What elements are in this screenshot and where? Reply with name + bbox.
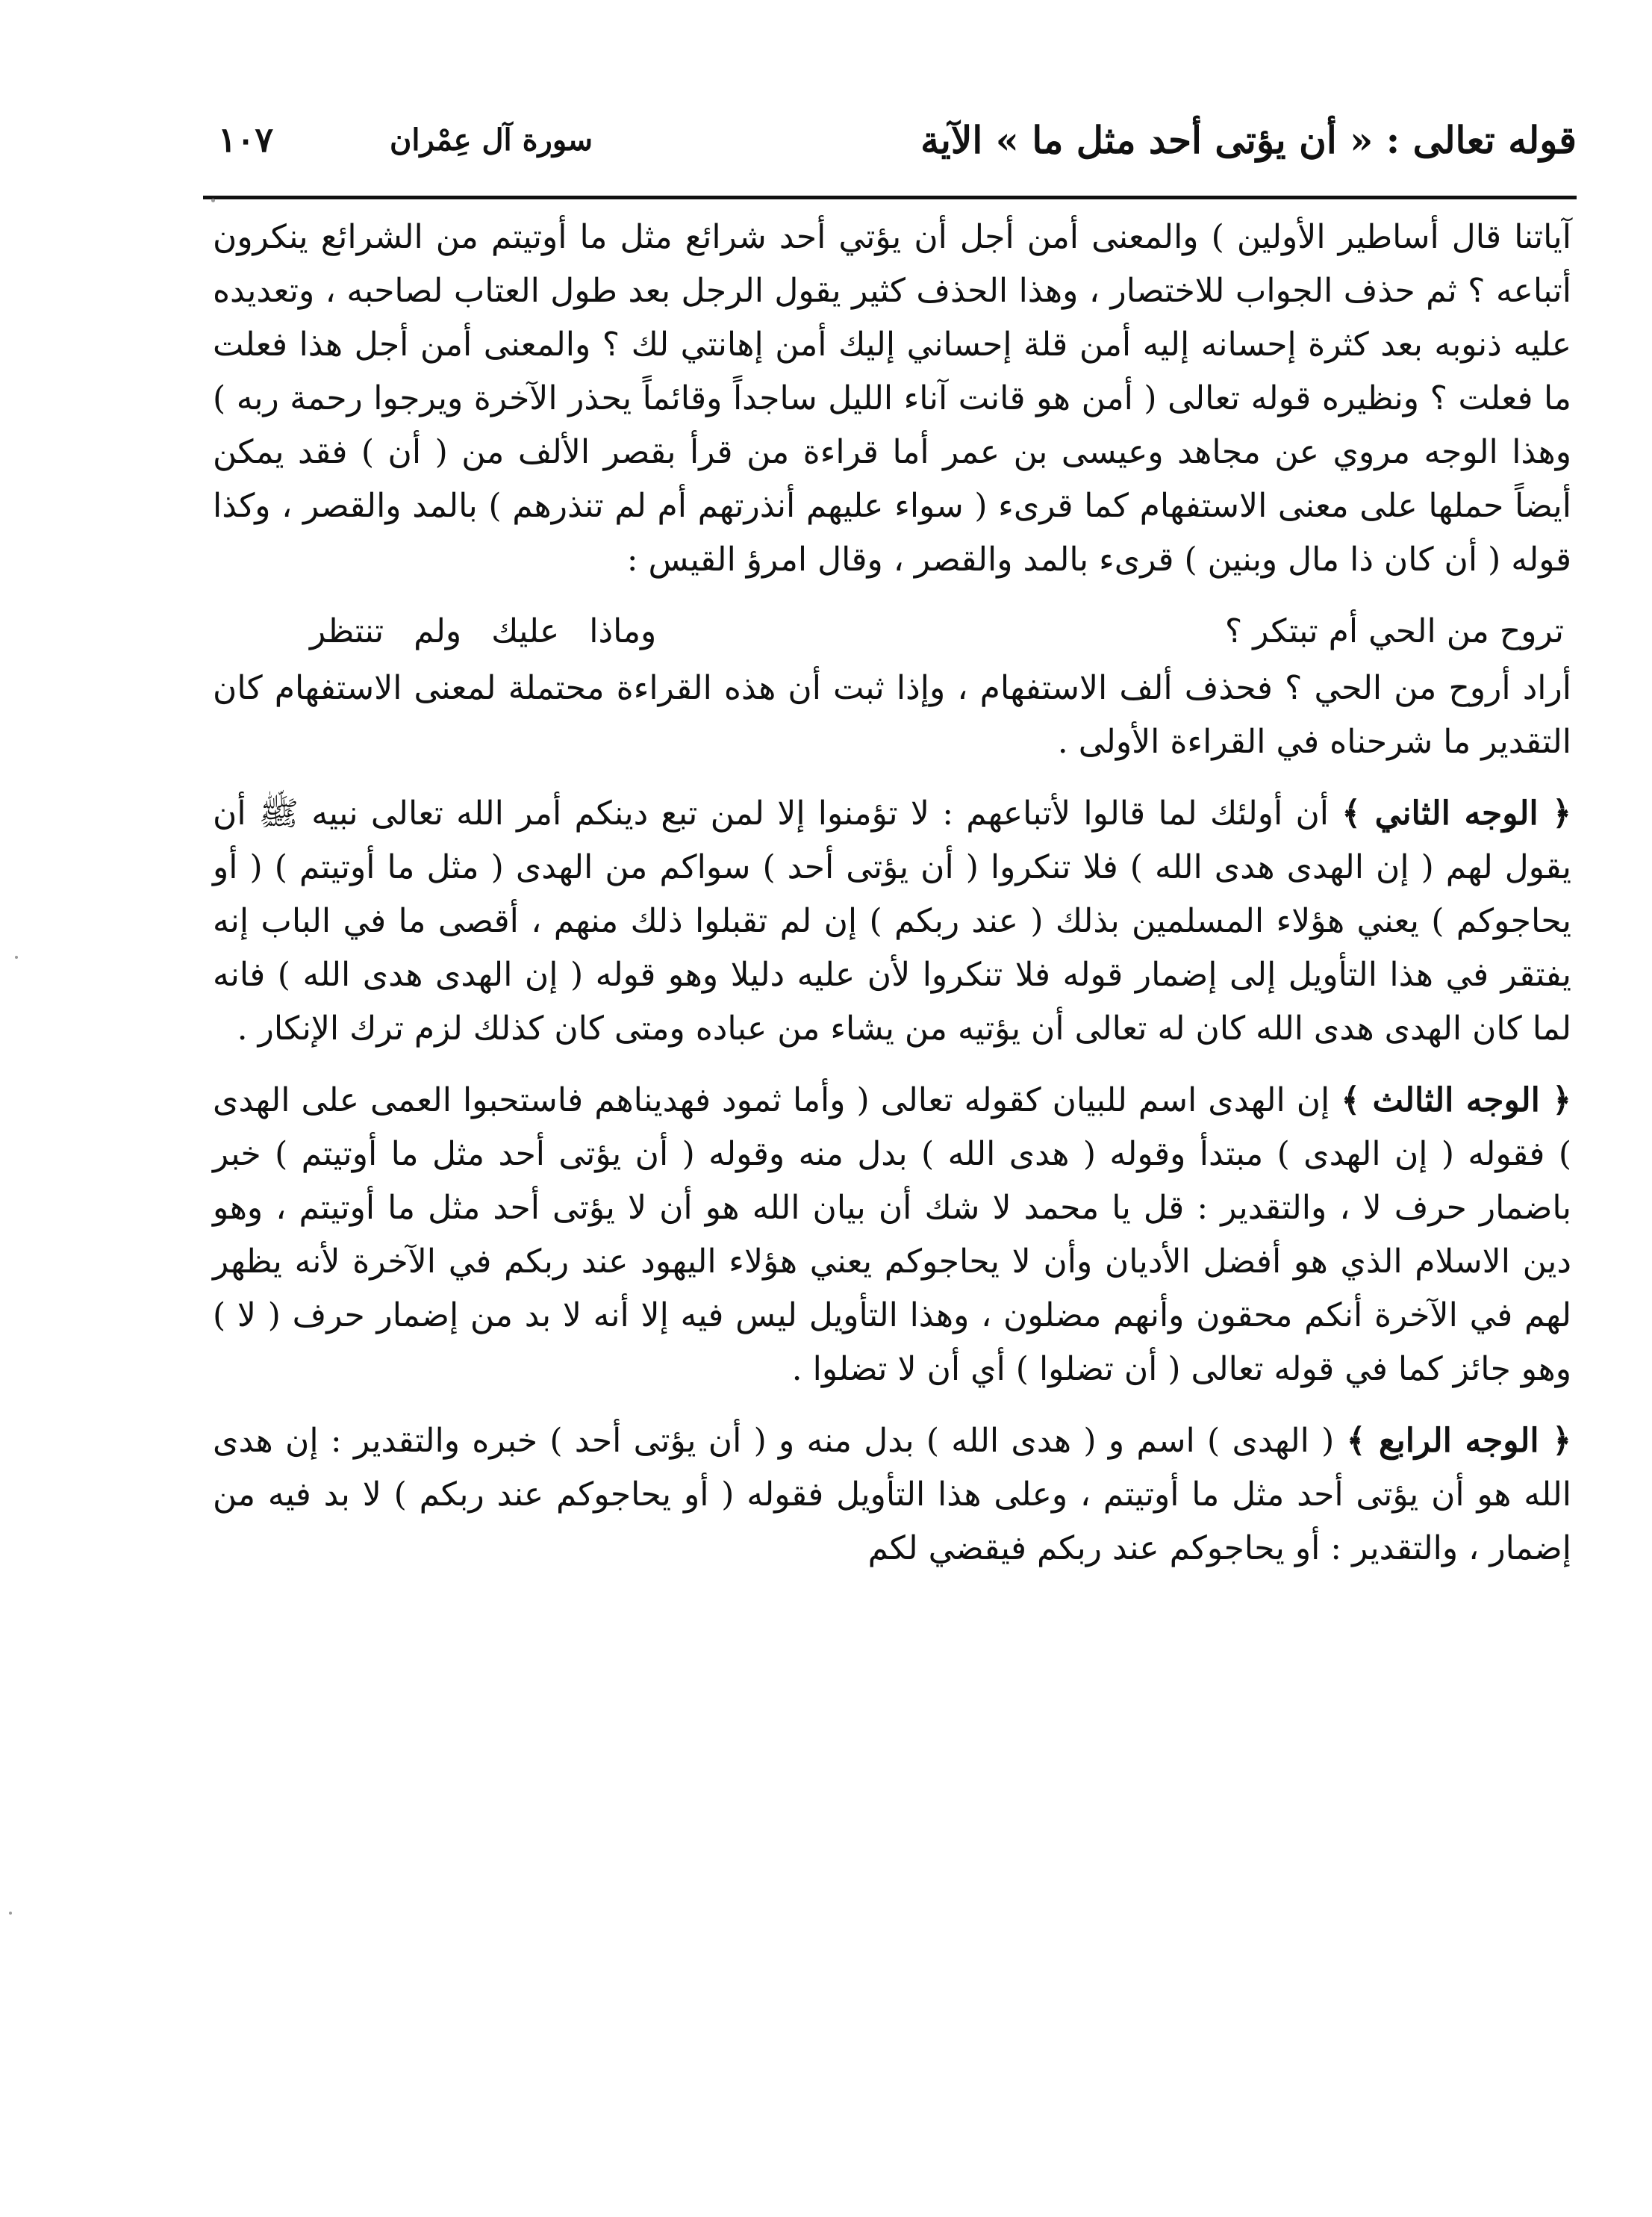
paragraph-text: إن الهدى اسم للبيان كقوله تعالى ( وأما ثمود فهديناهم فاستحبوا العمى على الهدى ) فقوله ( إن الهدى ) مبتدأ وقوله ( هدى الله ) بدل منه وقوله ( أن يؤتى أحد مثل ما أوتيتم ) خبر باضمار حرف لا ، والتقدير : قل يا محمد لا شك أن بيان الله هو أن لا يؤتى أحد مثل ما أوتيتم ، وهو دين الاسلام الذي هو أفضل الأديان وأن لا يحاجوكم يعني هؤلاء اليهود عند ربكم في الآخرة لأنه يظهر لهم في الآخرة أنكم محقون وأنهم مضلون ، وهذا التأويل ليس فيه إلا أنه لا بد من إضمار حرف ( لا ) وهو جائز كما في قوله تعالى ( أن تضلوا ) أي أن لا تضلوا . <box>213 1081 1571 1388</box>
section-heading: ﴿ الوجه الثالث ﴾ <box>1341 1081 1571 1119</box>
page-body <box>213 211 1571 1593</box>
paragraph <box>213 662 1571 769</box>
section-heading: ﴿ الوجه الرابع ﴾ <box>1346 1422 1571 1460</box>
paragraph <box>213 1414 1571 1576</box>
header-divider <box>203 196 1577 199</box>
scan-speck <box>15 956 18 959</box>
poetry-verse <box>213 605 1571 662</box>
section-heading: ﴿ الوجه الثاني ﴾ <box>1341 795 1571 833</box>
page-number: ١٠٧ <box>218 119 274 160</box>
paragraph-text: أن أولئك لما قالوا لأتباعهم : لا تؤمنوا إلا لمن تبع دينكم أمر الله تعالى نبيه ﷺ أن يقول لهم ( إن الهدى هدى الله ) فلا تنكروا ( أن يؤتى أحد ) سواكم من الهدى ( مثل ما أوتيتم ) ( أو يحاجوكم ) يعني هؤلاء المسلمين بذلك ( عند ربكم ) إن لم تقبلوا ذلك منهم ، أقصى ما في الباب إنه يفتقر في هذا التأويل إلى إضمار قوله فلا تنكروا لأن عليه دليلا وهو قوله ( إن الهدى هدى الله ) فانه لما كان الهدى هدى الله كان له تعالى أن يؤتيه من يشاء من عباده ومتى كان كذلك لزم ترك الإنكار . <box>213 795 1571 1048</box>
header-title: قوله تعالى : « أن يؤتى أحد مثل ما » الآية <box>920 118 1577 162</box>
paragraph <box>213 1074 1571 1396</box>
paragraph <box>213 211 1571 587</box>
surah-name: سورة آل عِمْران <box>390 122 593 158</box>
scan-speck <box>211 199 215 202</box>
paragraph-text: آياتنا قال أساطير الأولين ) والمعنى أمن أجل أن يؤتي أحد شرائع مثل ما أوتيتم من الشرائع ينكرون أتباعه ؟ ثم حذف الجواب للاختصار ، وهذا الحذف كثير يقول الرجل بعد طول العتاب لصاحبه ، وتعديده عليه ذنوبه بعد كثرة إحسانه إليه أمن قلة إحساني إليك أمن إهانتي لك ؟ والمعنى أمن أجل هذا فعلت ما فعلت ؟ ونظيره قوله تعالى ( أمن هو قانت آناء الليل ساجداً وقائماً يحذر الآخرة ويرجوا رحمة ربه ) وهذا الوجه مروي عن مجاهد وعيسى بن عمر أما قراءة من قرأ بقصر الألف من ( أن ) فقد يمكن أيضاً حملها على معنى الاستفهام كما قرىء ( سواء عليهم أنذرتهم أم لم تنذرهم ) بالمد والقصر ، وكذا قوله ( أن كان ذا مال وبنين ) قرىء بالمد والقصر ، وقال امرؤ القيس : <box>213 218 1571 579</box>
paragraph-text: أراد أروح من الحي ؟ فحذف ألف الاستفهام ، وإذا ثبت أن هذه القراءة محتملة لمعنى الاستفهام كان التقدير ما شرحناه في القراءة الأولى . <box>213 669 1571 761</box>
verse-first-hemistich: تروح من الحي أم تبتكر ؟ <box>1224 612 1564 650</box>
running-header <box>203 112 1577 194</box>
verse-second-hemistich: وماذا عليك ولم تنتظر <box>310 612 657 650</box>
paragraph-text: ( الهدى ) اسم و ( هدى الله ) بدل منه و ( أن يؤتى أحد ) خبره والتقدير : إن هدى الله هو أن يؤتى أحد مثل ما أوتيتم ، وعلى هذا التأويل فقوله ( أو يحاجوكم عند ربكم ) لا بد فيه من إضمار ، والتقدير : أو يحاجوكم عند ربكم فيقضي لكم <box>213 1422 1571 1567</box>
scan-speck <box>9 1912 12 1915</box>
paragraph <box>213 787 1571 1056</box>
